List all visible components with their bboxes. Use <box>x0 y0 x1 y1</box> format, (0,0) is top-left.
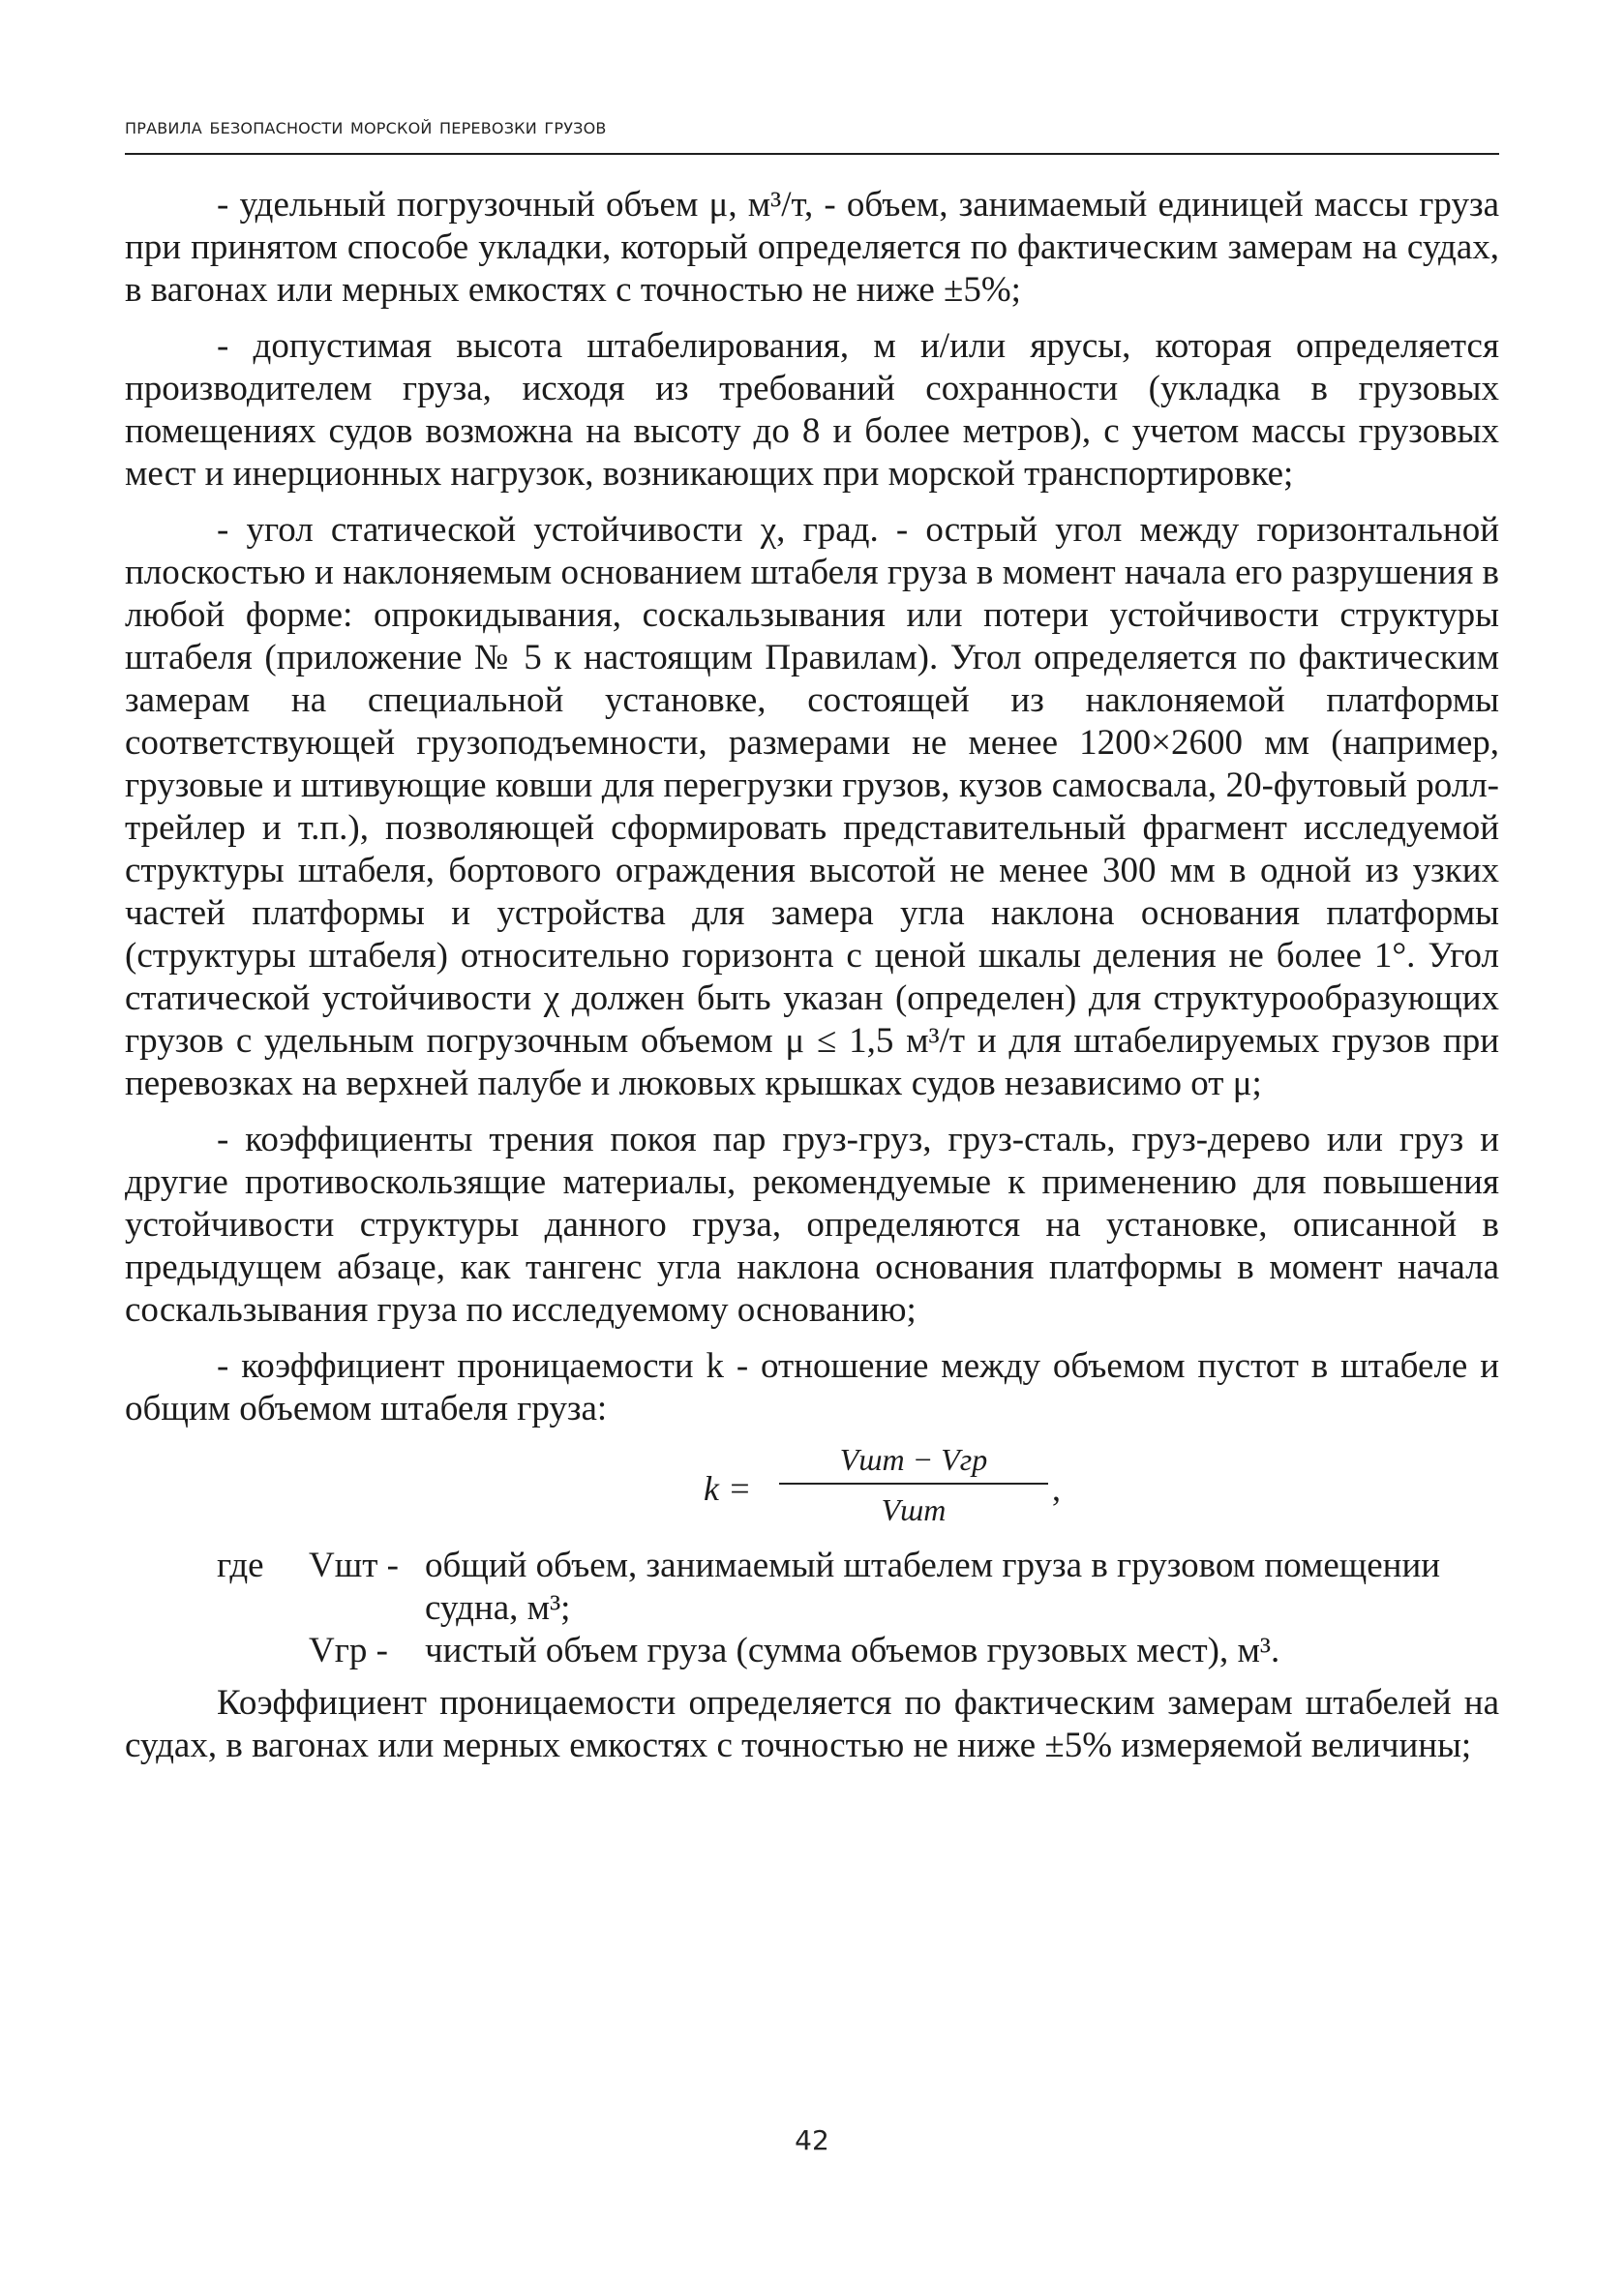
formula-denominator: Vшт <box>881 1492 947 1527</box>
paragraph-stability-angle: - угол статической устойчивости χ, град. - острый угол между горизонтальной плоскостью и наклоняемым основанием штабеля груза в момент начала его разрушения в любой форме: опрокидывания, соскальзывания или потери устойчивости структуры штабеля (приложение № 5 к настоящим Правилам). Угол определяется по фактическим замерам на специальной установке, состоящей из наклоняемой платформы соответствующей грузоподъемности, размерами не менее 1200×2600 мм (например, грузовые и штивующие ковши для перегрузки грузов, кузов самосвала, 20-футовый ролл-трейлер и т.п.), позволяющей сформировать представительный фрагмент исследуемой структуры штабеля, бортового ограждения высотой не менее 300 мм в одной из узких частей платформы и устройства для замера угла наклона основания платформы (структуры штабеля) относительно горизонта с ценой шкалы деления не более 1°. Угол статической устойчивости χ должен быть указан (определен) для структурообразующих грузов с удельным погрузочным объемом μ ≤ 1,5 м³/т и для штабелируемых грузов при перевозках на верхней палубе и люковых крышках судов независимо от μ; <box>125 510 1499 1103</box>
page-number: 42 <box>795 2124 829 2156</box>
legend-symbol: Vгр - <box>309 1631 388 1670</box>
paragraph-permeability: - коэффициент проницаемости k - отношение между объемом пустот в штабеле и общим объемом штабеля груза: <box>125 1346 1499 1428</box>
paragraph-stacking-height: - допустимая высота штабелирования, м и/или ярусы, которая определяется производителем груза, исходя из требований сохранности (укладка в грузовых помещениях судов возможна на высоту до 8 и более метров), с учетом массы грузовых мест и инерционных нагрузок, возникающих при морской транспортировке; <box>125 326 1499 494</box>
paragraph-friction-coefficients: - коэффициенты трения покоя пар груз-груз, груз-сталь, груз-дерево или груз и другие противоскользящие материалы, рекомендуемые к применению для повышения устойчивости структуры данного груза, определяются на установке, описанной в предыдущем абзаце, как тангенс угла наклона основания платформы в момент начала соскальзывания груза по исследуемому основанию; <box>125 1120 1499 1330</box>
formula-fraction <box>779 1440 1048 1529</box>
permeability-formula <box>125 1440 1499 1533</box>
legend-row <box>125 1630 1499 1672</box>
page-body <box>125 184 1499 1781</box>
legend-row <box>125 1545 1499 1630</box>
running-header: правила безопасности морской перевозки грузов <box>125 114 607 139</box>
paragraph-specific-volume: - удельный погрузочный объем μ, м³/т, - объем, занимаемый единицей массы груза при принятом способе укладки, который определяется по фактическим замерам на судах, в вагонах или мерных емкостях с точностью не ниже ±5%; <box>125 185 1499 310</box>
legend-where-label: где <box>217 1546 264 1585</box>
fraction-bar <box>779 1483 1048 1485</box>
formula-numerator: Vшт − Vгр <box>839 1442 988 1477</box>
legend-symbol: Vшт - <box>309 1546 399 1585</box>
legend-description: общий объем, занимаемый штабелем груза в грузовом помещении судна, м³; <box>425 1546 1441 1628</box>
formula-trail: , <box>1052 1469 1061 1508</box>
formula-lhs: k = <box>704 1469 752 1508</box>
paragraph-permeability-measurement: Коэффициент проницаемости определяется по фактическим замерам штабелей на судах, в вагонах или мерных емкостях с точностью не ниже ±5% измеряемой величины; <box>125 1683 1499 1765</box>
formula-legend <box>125 1545 1499 1672</box>
header-rule <box>125 153 1499 155</box>
legend-description: чистый объем груза (сумма объемов грузовых мест), м³. <box>425 1631 1280 1670</box>
